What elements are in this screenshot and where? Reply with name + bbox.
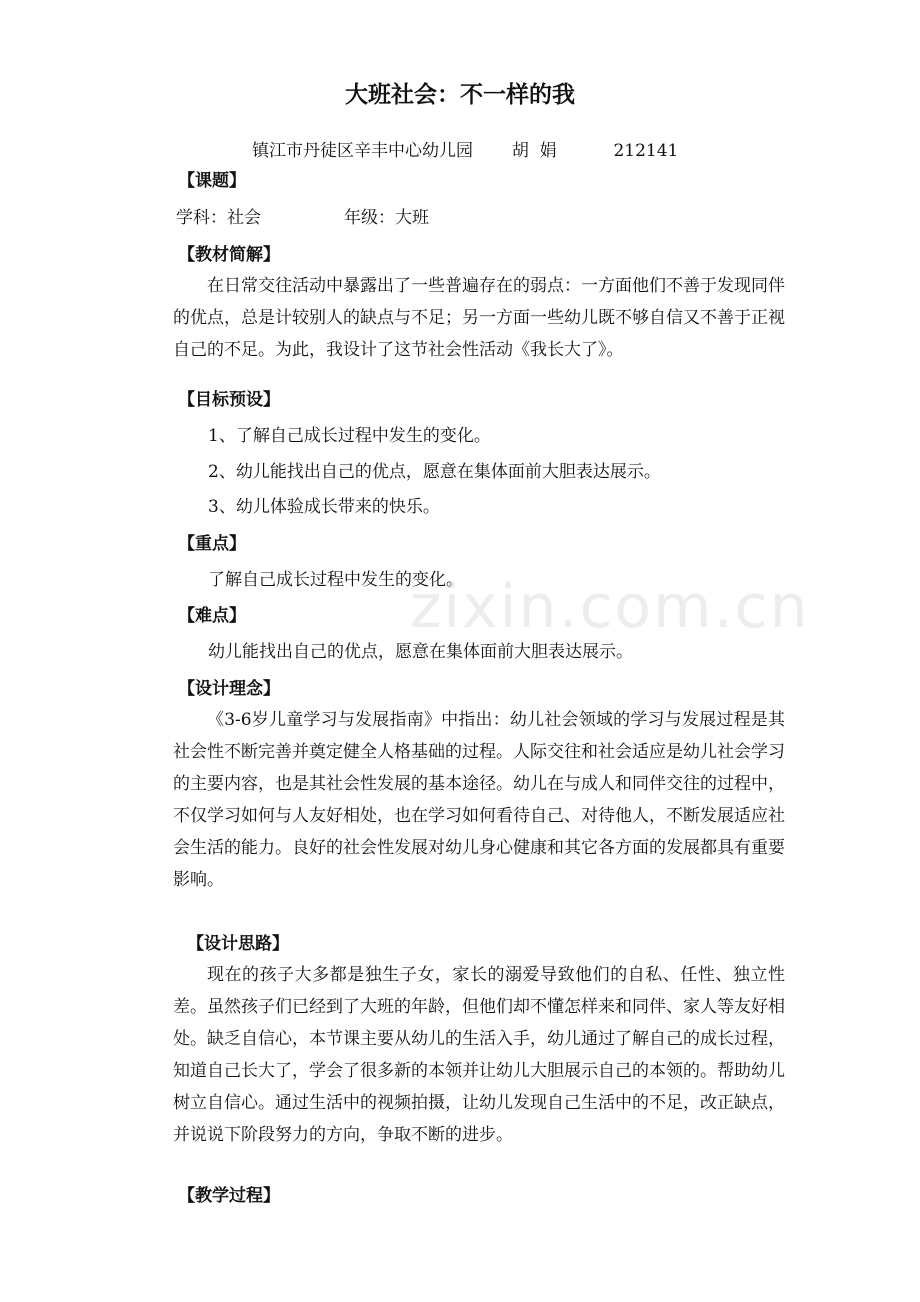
goal-item-2: 2、幼儿能找出自己的优点，愿意在集体面前大胆表达展示。 (208, 462, 661, 482)
difficulty-text: 幼儿能找出自己的优点，愿意在集体面前大胆表达展示。 (208, 642, 633, 662)
heading-key: 【重点】 (178, 534, 246, 554)
document-title: 大班社会：不一样的我 (345, 82, 575, 108)
heading-topic: 【课题】 (178, 171, 246, 191)
goal-item-3: 3、幼儿体验成长带来的快乐。 (208, 497, 440, 517)
school-name: 镇江市丹徒区辛丰中心幼儿园 (252, 141, 473, 161)
grade-label: 年级：大班 (344, 208, 429, 228)
heading-ideas: 【设计思路】 (187, 934, 289, 954)
heading-material: 【教材简解】 (178, 245, 280, 265)
heading-concept: 【设计理念】 (178, 679, 280, 699)
goal-item-1: 1、了解自己成长过程中发生的变化。 (208, 426, 491, 446)
author-code: 212141 (613, 141, 679, 161)
material-paragraph: 在日常交往活动中暴露出了一些普遍存在的弱点：一方面他们不善于发现同伴的优点，总是计较别人的缺点与不足；另一方面一些幼儿既不够自信又不善于正视自己的不足。为此，我设计了这节社会性活动《我长大了》。 (173, 276, 785, 360)
author-line (252, 136, 678, 161)
concept-paragraph: 《3-6岁儿童学习与发展指南》中指出：幼儿社会领域的学习与发展过程是其社会性不断完善并奠定健全人格基础的过程。人际交往和社会适应是幼儿社会学习的主要内容，也是其社会性发展的基本途径。幼儿在与成人和同伴交往的过程中，不仅学习如何与人友好相处，也在学习如何看待自己、对待他人，不断发展适应社会生活的能力。良好的社会性发展对幼儿身心健康和其它各方面的发展都具有重要影响。 (173, 710, 785, 890)
author-name: 胡 娟 (511, 141, 557, 161)
heading-difficulty: 【难点】 (178, 606, 246, 626)
ideas-paragraph: 现在的孩子大多都是独生子女，家长的溺爱导致他们的自私、任性、独立性差。虽然孩子们已经到了大班的年龄，但他们却不懂怎样来和同伴、家人等友好相处。缺乏自信心，本节课主要从幼儿的生活入手，幼儿通过了解自己的成长过程，知道自己长大了，学会了很多新的本领并让幼儿大胆展示自己的本领的。帮助幼儿树立自信心。通过生活中的视频拍摄，让幼儿发现自己生活中的不足，改正缺点，并说说下阶段努力的方向，争取不断的进步。 (173, 965, 785, 1145)
key-text: 了解自己成长过程中发生的变化。 (208, 570, 463, 590)
heading-process: 【教学过程】 (178, 1186, 280, 1206)
heading-goals: 【目标预设】 (178, 390, 280, 410)
watermark-text: zixin.com.cn (410, 572, 810, 642)
subject-label: 学科：社会 (176, 208, 261, 228)
